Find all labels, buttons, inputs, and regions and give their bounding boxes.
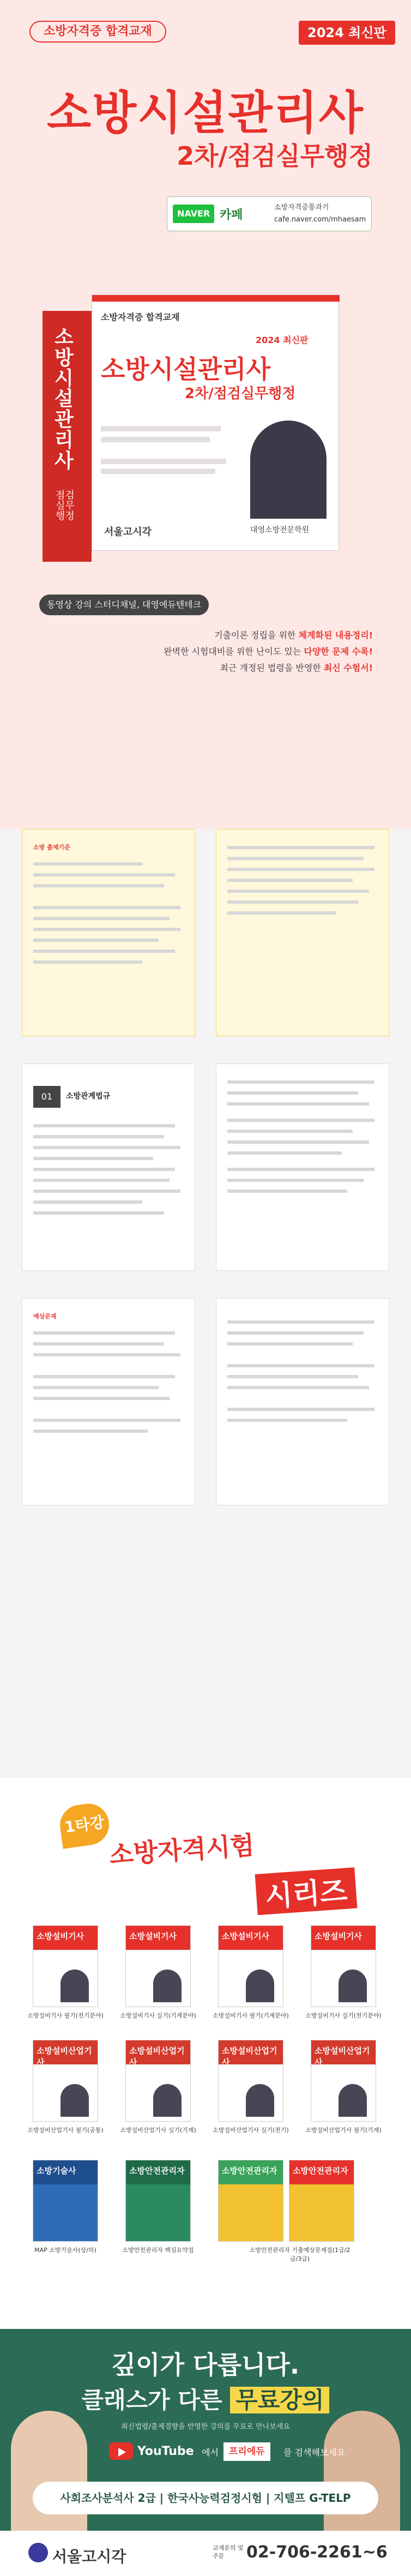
naver-icon: NAVER xyxy=(173,205,214,223)
author-photo xyxy=(250,421,327,519)
series-book[interactable] xyxy=(33,2040,98,2122)
series-book-label: 소방설비기사 실기(전기분야) xyxy=(305,2012,382,2019)
text-line xyxy=(227,1190,347,1193)
text-line xyxy=(33,950,175,953)
book-tag: 소방자격증 합격교재 xyxy=(101,312,180,322)
series-book-title: 소방설비산업기사 xyxy=(37,2046,92,2067)
text-line xyxy=(227,1364,374,1367)
text-line xyxy=(33,1211,164,1215)
text-line xyxy=(33,1135,164,1138)
preview-heading: 예상문제 xyxy=(33,1313,57,1320)
book-decor-line xyxy=(101,437,210,442)
preview-page xyxy=(216,829,389,1036)
author-photo xyxy=(246,1969,274,2002)
naver-cafe-link[interactable] xyxy=(167,196,372,231)
hero-section xyxy=(0,0,411,829)
text-line xyxy=(33,1179,170,1182)
series-book[interactable] xyxy=(218,2040,283,2122)
cafe-name: 소방자격증통과기 xyxy=(274,203,329,212)
text-line xyxy=(227,1168,374,1171)
footer xyxy=(0,2531,411,2576)
series-book-label: 소방설비산업기사 실기(기계) xyxy=(120,2127,196,2134)
desc-line: 최근 개정된 법령을 반영한 최신 수험서! xyxy=(220,663,373,673)
text-line xyxy=(33,917,170,920)
author-photo xyxy=(246,2084,274,2117)
text-line xyxy=(33,1375,175,1378)
book-decor-line xyxy=(101,469,215,474)
series-book-title: 소방안전관리자 xyxy=(129,2166,185,2176)
desc-line: 기출이론 정립을 위한 체계화된 내용정리! xyxy=(214,630,373,640)
text-line xyxy=(227,1179,364,1182)
series-book-title: 소방설비산업기사 xyxy=(315,2046,370,2067)
text-line xyxy=(227,1331,364,1335)
book-title: 소방시설관리사 xyxy=(101,355,271,384)
text-line xyxy=(33,906,180,909)
series-book-title: 소방설비기사 xyxy=(37,1931,84,1941)
text-line xyxy=(227,1130,353,1133)
text-line xyxy=(227,890,369,893)
book-decor-line xyxy=(101,459,226,464)
book-publisher: 서울고시각 xyxy=(104,526,152,538)
book-front xyxy=(92,295,339,551)
text-line xyxy=(33,1397,170,1400)
youtube-icon xyxy=(109,2442,133,2460)
text-line xyxy=(33,884,164,887)
author-photo xyxy=(61,1969,89,2002)
page-previews xyxy=(0,829,411,1778)
text-line xyxy=(33,1146,180,1149)
series-book-title: 소방기술사 xyxy=(37,2166,76,2176)
preview-page xyxy=(216,1064,389,1271)
text-line xyxy=(227,1386,369,1389)
text-line xyxy=(33,1157,153,1160)
text-line xyxy=(227,1375,358,1378)
text-line xyxy=(227,1080,374,1084)
text-line xyxy=(33,1168,175,1171)
cafe-label: 카페 xyxy=(220,208,243,222)
publisher-logo-icon xyxy=(28,2543,48,2562)
text-line xyxy=(227,846,374,849)
text-line xyxy=(227,1408,374,1411)
banner-subheadline: 클래스가 다른 무료강의 xyxy=(0,2382,411,2415)
banner-headline: 깊이가 다릅니다. xyxy=(111,2350,300,2380)
series-book-title: 소방설비산업기사 xyxy=(129,2046,185,2067)
text-line xyxy=(227,1102,369,1106)
series-book[interactable] xyxy=(311,2040,376,2122)
author-photo xyxy=(153,2084,182,2117)
youtube-search-text: 를 검색해보세요 xyxy=(283,2447,346,2458)
preview-page xyxy=(22,829,195,1036)
author-photo xyxy=(153,1969,182,2002)
text-line xyxy=(33,1331,175,1335)
chapter-title: 소방관계법규 xyxy=(66,1092,111,1101)
series-book[interactable] xyxy=(218,2160,283,2242)
series-book-label: 소방설비산업기사 필기(기계) xyxy=(305,2127,382,2134)
series-title: 소방자격시험 xyxy=(108,1830,256,1870)
text-line xyxy=(33,1200,142,1204)
hero-title: 소방시설관리사 xyxy=(46,86,364,140)
text-line xyxy=(33,1124,175,1127)
publisher-name: 서울고시각 xyxy=(52,2548,126,2566)
series-book[interactable] xyxy=(125,2160,191,2242)
text-line xyxy=(33,1430,148,1433)
chapter-number: 01 xyxy=(33,1086,61,1108)
youtube-search-hint[interactable] xyxy=(109,2440,346,2463)
series-book-label: 소방안전관리자 핵심요약집 xyxy=(122,2247,194,2254)
video-lecture-tag: 동영상 강의 스터디채널, 대영에듀텐테크 xyxy=(39,595,209,615)
text-line xyxy=(227,868,374,871)
text-line xyxy=(227,1320,374,1324)
spine-subtitle: 점검실무행정 xyxy=(56,490,75,522)
preview-heading: 소방 출제기준 xyxy=(33,844,70,851)
text-line xyxy=(33,1342,164,1346)
text-line xyxy=(33,939,159,942)
book-decor-line xyxy=(101,426,221,431)
order-label: 교재문의 및 주문 xyxy=(213,2544,244,2560)
text-line xyxy=(227,1151,342,1155)
text-line xyxy=(227,1419,347,1422)
series-book[interactable] xyxy=(311,1925,376,2007)
preview-page xyxy=(22,1064,195,1271)
text-line xyxy=(227,900,358,904)
text-line xyxy=(33,873,175,876)
book-cover xyxy=(43,295,339,567)
series-book-title: 소방안전관리자 xyxy=(293,2166,348,2176)
book-spine xyxy=(43,311,92,562)
text-line xyxy=(33,1190,180,1193)
text-line xyxy=(227,1119,374,1122)
series-book-label: 소방설비산업기사 실기(전기) xyxy=(213,2127,289,2134)
book-subtitle: 2차/점검실무행정 xyxy=(185,386,296,402)
youtube-in: 에서 xyxy=(202,2447,219,2458)
year-badge: 2024 최신판 xyxy=(299,21,395,45)
series-book-title: 소방설비기사 xyxy=(129,1931,177,1941)
preview-page xyxy=(22,1298,195,1505)
text-line xyxy=(227,857,364,860)
series-book[interactable] xyxy=(33,2160,98,2242)
series-book[interactable] xyxy=(125,1925,191,2007)
desc-line: 완벽한 시험대비를 위한 난이도 있는 다양한 문제 수록! xyxy=(164,646,373,657)
text-line xyxy=(227,1342,353,1346)
series-book-label: MAP 소방기술사(상/하) xyxy=(34,2247,96,2254)
series-book[interactable] xyxy=(125,2040,191,2122)
top-instructor-badge: 1타강사 xyxy=(57,1801,112,1849)
text-line xyxy=(33,1419,180,1422)
series-section xyxy=(0,1778,411,2329)
series-book-label: 소방설비기사 필기(전기분야) xyxy=(27,2012,104,2019)
text-line xyxy=(227,911,336,915)
text-line xyxy=(33,1386,159,1389)
text-line xyxy=(227,879,353,882)
series-title-highlight: 시리즈 xyxy=(255,1868,357,1916)
series-book-label: 소방설비기사 필기(기계분야) xyxy=(213,2012,289,2019)
text-line xyxy=(33,928,180,931)
author-photo xyxy=(339,1969,367,2002)
text-line xyxy=(227,1091,358,1095)
series-book-title: 소방설비기사 xyxy=(315,1931,362,1941)
hero-subtitle: 2차/점검실무행정 xyxy=(177,141,373,171)
series-book-label: 소방설비기사 실기(기계분야) xyxy=(120,2012,196,2019)
text-line xyxy=(33,862,142,866)
youtube-label: YouTube xyxy=(137,2445,194,2458)
author-photo xyxy=(61,2084,89,2117)
book-academy: 대영소방전문학원 xyxy=(250,526,310,535)
course-list: 사회조사분석사 2급 | 한국사능력검정시험 | 지텔프 G-TELP xyxy=(33,2482,378,2514)
free-lecture-banner xyxy=(0,2329,411,2531)
series-book-title: 소방안전관리자 xyxy=(222,2166,277,2176)
spine-title: 소방시설관리사 xyxy=(55,326,74,472)
series-book[interactable] xyxy=(218,1925,283,2007)
hero-tag: 소방자격증 합격교재 xyxy=(29,21,166,43)
book-year: 2024 최신판 xyxy=(256,335,309,345)
book-top-band xyxy=(92,295,340,302)
series-book[interactable] xyxy=(289,2160,354,2242)
phone-number[interactable]: 02-706-2261~6 xyxy=(246,2543,388,2562)
series-book-label: 소방안전관리자 기출예상문제집(1급/2급/3급) xyxy=(249,2247,350,2262)
text-line xyxy=(227,1140,369,1144)
preview-page xyxy=(216,1298,389,1505)
text-line xyxy=(33,1353,180,1356)
book-description xyxy=(138,627,373,676)
series-book[interactable] xyxy=(33,1925,98,2007)
series-book-title: 소방설비산업기사 xyxy=(222,2046,277,2067)
author-photo xyxy=(339,2084,367,2117)
banner-note: 최신법령/출제경향을 반영한 강의를 무료로 만나보세요 xyxy=(121,2423,290,2431)
series-book-label: 소방설비산업기사 필기(공통) xyxy=(27,2127,104,2134)
youtube-channel-name: 프리에듀 xyxy=(223,2442,270,2461)
cafe-url: cafe.naver.com/mhaesam xyxy=(274,215,366,224)
series-book-title: 소방설비기사 xyxy=(222,1931,269,1941)
text-line xyxy=(33,960,142,964)
